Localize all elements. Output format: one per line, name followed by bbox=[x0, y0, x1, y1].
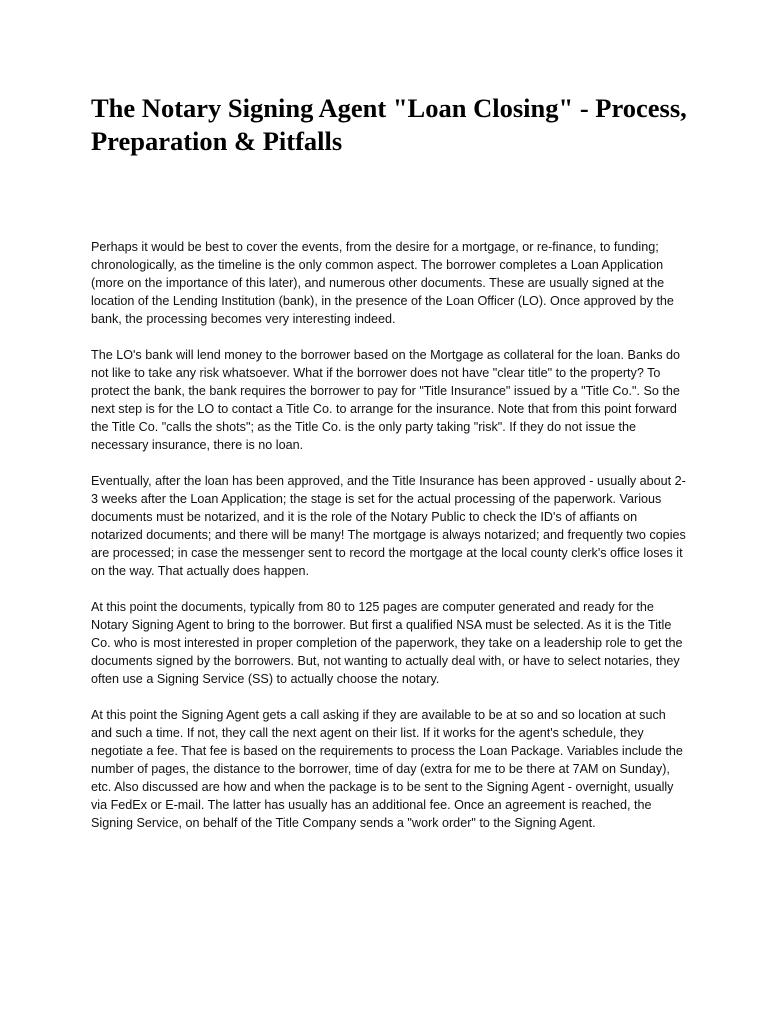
paragraph-3: Eventually, after the loan has been approved, and the Title Insurance has been approved - usually about 2-3 weeks after the Loan Application; the stage is set for the actual processing of the paperwork. Various documents must be notarized, and it is the role of the Notary Public to check the ID's of affiants on notarized documents; and there will be many! The mortgage is always notarized; and frequently two copies are processed; in case the messenger sent to record the mortgage at the local county clerk's office loses it on the way. That actually does happen. bbox=[91, 474, 686, 578]
paragraph-4: At this point the documents, typically from 80 to 125 pages are computer generated and ready for the Notary Signing Agent to bring to the borrower. But first a qualified NSA must be selected. As it is the Title Co. who is most interested in proper completion of the paperwork, they take on a leadership role to get the documents signed by the borrowers. But, not wanting to actually deal with, or have to select notaries, they often use a Signing Service (SS) to actually choose the notary. bbox=[91, 600, 683, 686]
document-title: The Notary Signing Agent "Loan Closing" - Process, Preparation & Pitfalls bbox=[91, 93, 687, 156]
paragraph-5: At this point the Signing Agent gets a call asking if they are available to be at so and so location at such and such a time. If not, they call the next agent on their list. If it works for the agent's schedule, they negotiate a fee. That fee is based on the requirements to process the Loan Package. Variables include the number of pages, the distance to the borrower, time of day (extra for me to be there at 7AM on Sunday), etc. Also discussed are how and when the package is to be sent to the Signing Agent - overnight, usually via FedEx or E-mail. The latter has usually has an additional fee. Once an agreement is reached, the Signing Service, on behalf of the Title Company sends a "work order" to the Signing Agent. bbox=[91, 708, 683, 830]
paragraph-1: Perhaps it would be best to cover the events, from the desire for a mortgage, or re-finance, to funding; chronologically, as the timeline is the only common aspect. The borrower completes a Loan Application (more on the importance of this later), and numerous other documents. These are usually signed at the location of the Lending Institution (bank), in the presence of the Loan Officer (LO). Once approved by the bank, the processing becomes very interesting indeed. bbox=[91, 240, 674, 326]
paragraph-2: The LO's bank will lend money to the borrower based on the Mortgage as collateral for the loan. Banks do not like to take any risk whatsoever. What if the borrower does not have "clear title" to the property? To protect the bank, the bank requires the borrower to pay for "Title Insurance" issued by a "Title Co.". So the next step is for the LO to contact a Title Co. to arrange for the insurance. Note that from this point forward the Title Co. "calls the shots"; as the Title Co. is the only party taking "risk". If they do not issue the necessary insurance, there is no loan. bbox=[91, 348, 681, 452]
document-body bbox=[91, 238, 689, 850]
